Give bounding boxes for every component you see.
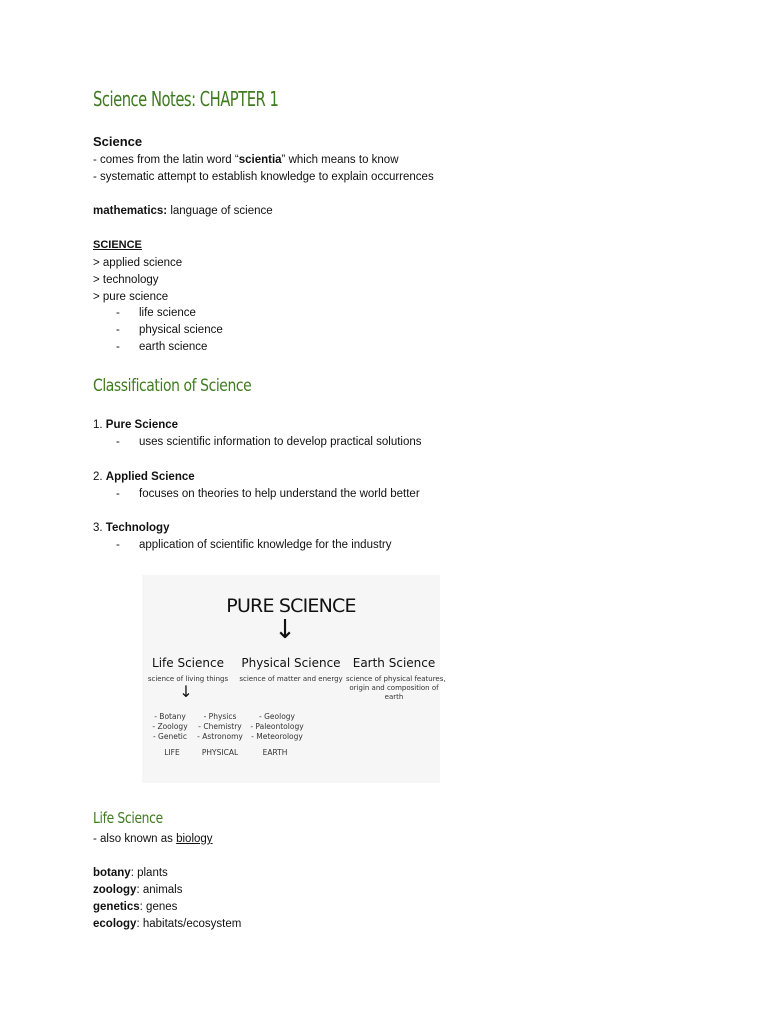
science-list-heading: SCIENCE bbox=[93, 239, 142, 251]
branch-earth-desc-line: earth bbox=[384, 693, 404, 701]
branch-list-item: - Chemistry bbox=[198, 722, 242, 731]
bullet-dash: - bbox=[116, 539, 120, 551]
term-def: : animals bbox=[136, 884, 183, 896]
term-name: botany bbox=[93, 867, 131, 879]
branch-earth-desc bbox=[346, 675, 446, 702]
entry-desc: uses scientific information to develop practical solutions bbox=[139, 436, 422, 448]
classification-entry-title bbox=[93, 521, 169, 535]
branch-life-heading: Life Science bbox=[152, 656, 224, 670]
intro-line-1-pre: - comes from the latin word “ bbox=[93, 154, 239, 166]
bullet-dash: - bbox=[116, 307, 120, 319]
sublist-label: physical science bbox=[139, 324, 223, 336]
entry-name: Technology bbox=[105, 522, 170, 534]
branch-earth-abbr: EARTH bbox=[262, 748, 288, 757]
intro-line-2: - systematic attempt to establish knowledge to explain occurrences bbox=[93, 171, 434, 183]
intro-line-1-post: ” which means to know bbox=[281, 154, 399, 166]
term-def: : plants bbox=[130, 867, 168, 879]
life-term bbox=[93, 866, 168, 880]
bullet-dash: - bbox=[116, 341, 120, 353]
branch-list-item: - Paleontology bbox=[250, 722, 304, 731]
biology-link: biology bbox=[176, 833, 213, 845]
entry-name: Applied Science bbox=[105, 471, 195, 483]
branch-life-desc: science of living things bbox=[147, 675, 229, 683]
sublist-label: life science bbox=[139, 307, 196, 319]
diagram-title: PURE SCIENCE bbox=[226, 595, 356, 617]
branch-earth-desc-line: science of physical features, bbox=[346, 675, 446, 683]
science-heading: Science bbox=[93, 134, 143, 149]
sublist-label: earth science bbox=[139, 341, 208, 353]
page-title: Science Notes: CHAPTER 1 bbox=[93, 87, 279, 111]
science-list-item: > applied science bbox=[93, 257, 183, 269]
entry-number: 2. bbox=[93, 471, 103, 483]
science-list-item: > pure science bbox=[93, 291, 169, 303]
branch-physical-list bbox=[190, 712, 250, 742]
pure-science-diagram bbox=[142, 575, 446, 783]
bullet-dash: - bbox=[116, 488, 120, 500]
branch-physical-heading: Physical Science bbox=[241, 656, 341, 670]
term-def: : habitats/ecosystem bbox=[136, 918, 242, 930]
branch-list-item: - Geology bbox=[259, 712, 295, 721]
down-arrow-icon: ↓ bbox=[179, 682, 193, 701]
entry-name: Pure Science bbox=[105, 419, 179, 431]
branch-earth-list bbox=[242, 712, 312, 742]
entry-number: 3. bbox=[93, 522, 103, 534]
life-term bbox=[93, 883, 182, 897]
classification-heading: Classification of Science bbox=[93, 376, 252, 396]
term-def: : genes bbox=[139, 901, 178, 913]
mathematics-definition bbox=[93, 204, 273, 218]
term-name: ecology bbox=[93, 918, 137, 930]
branch-list-item: - Physics bbox=[203, 712, 237, 721]
mathematics-term: mathematics: bbox=[93, 205, 168, 217]
bullet-dash: - bbox=[116, 436, 120, 448]
classification-entry-title bbox=[93, 418, 178, 432]
life-science-heading: Life Science bbox=[93, 809, 163, 827]
branch-list-item: - Botany bbox=[154, 712, 186, 721]
aka-text: - also known as bbox=[93, 833, 177, 845]
entry-number: 1. bbox=[93, 419, 103, 431]
life-science-aka bbox=[93, 832, 213, 846]
life-term bbox=[93, 917, 241, 931]
entry-desc: focuses on theories to help understand the world better bbox=[139, 488, 420, 500]
classification-entry-title bbox=[93, 470, 195, 484]
branch-earth-desc-line: origin and composition of bbox=[349, 684, 439, 692]
life-term bbox=[93, 900, 177, 914]
science-list-item: > technology bbox=[93, 274, 159, 286]
branch-list-item: - Genetic bbox=[152, 732, 188, 741]
term-name: genetics bbox=[93, 901, 140, 913]
bullet-dash: - bbox=[116, 324, 120, 336]
down-arrow-icon: ↓ bbox=[274, 615, 296, 645]
intro-line-1-term: scientia bbox=[238, 154, 282, 166]
entry-desc: application of scientific knowledge for the industry bbox=[139, 539, 392, 551]
intro-line-1 bbox=[93, 153, 399, 167]
branch-life-abbr: LIFE bbox=[164, 748, 180, 757]
branch-list-item: - Astronomy bbox=[197, 732, 243, 741]
term-name: zoology bbox=[93, 884, 137, 896]
branch-list-item: - Meteorology bbox=[251, 732, 303, 741]
branch-earth-heading: Earth Science bbox=[352, 656, 436, 670]
branch-physical-desc: science of matter and energy bbox=[239, 675, 343, 683]
branch-list-item: - Zoology bbox=[152, 722, 188, 731]
branch-physical-abbr: PHYSICAL bbox=[201, 748, 239, 757]
mathematics-def: language of science bbox=[167, 205, 273, 217]
